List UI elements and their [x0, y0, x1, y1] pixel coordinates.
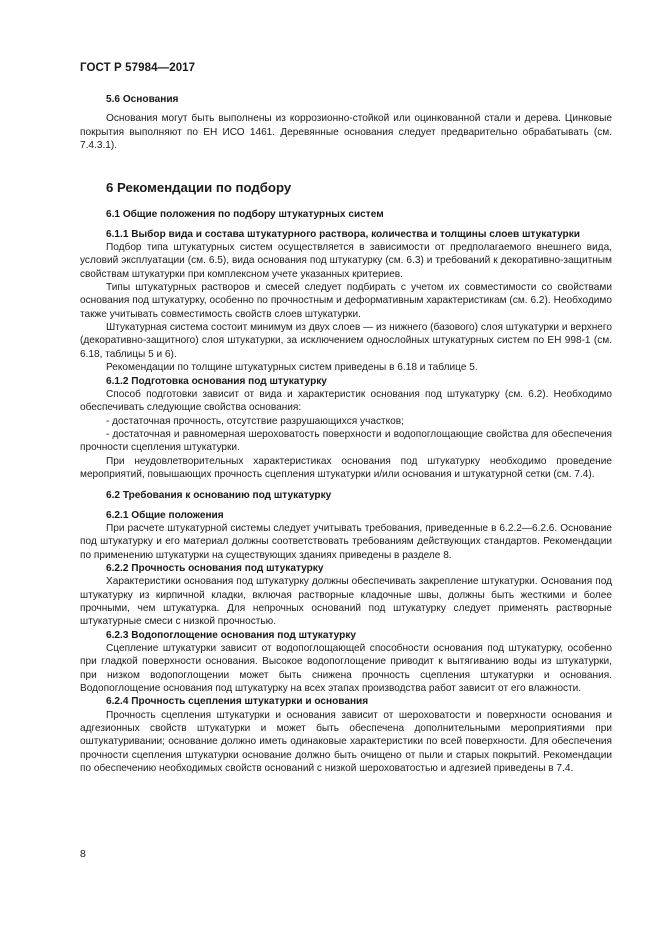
document-header-title: ГОСТ Р 57984—2017	[80, 62, 196, 74]
section-6-1-1-paragraph-4: Рекомендации по толщине штукатурных систем приведены в 6.18 и таблице 5.	[106, 362, 478, 374]
section-5-6-paragraph: Основания могут быть выполнены из коррозионно-стойкой или оцинкованной стали и дерева. Цинковые покрытия выполняют по ЕН ИСО 1461. Деревянные основания следует предварительно обрабатывать (см. 7.4.3.1).	[80, 113, 612, 152]
section-6-2-1-paragraph: При расчете штукатурной системы следует учитывать требования, приведенные в 6.2.2—6.2.6. Основание под штукатурку и его материал должны соответствовать требованиям действующих стандартов. Рекомендации по применению штукатурки на существующих зданиях приведены в разделе 8.	[80, 522, 612, 561]
section-6-1-heading: 6.1 Общие положения по подбору штукатурных систем	[106, 209, 384, 221]
page-number: 8	[80, 848, 86, 860]
section-6-1-2-list-item-2: - достаточная и равномерная шероховатость поверхности и водопоглощающие свойства для обеспечения прочности сцепления штукатурки.	[80, 428, 612, 454]
section-6-2-2-paragraph: Характеристики основания под штукатурку должны обеспечивать закрепление штукатурки. Основания под штукатурку из кирпичной кладки, включая растворные кладочные швы, должны быть жесткими и более прочными, чем штукатурка. Для непрочных оснований под штукатурку следует применять растворные штукатурные смеси с низкой прочностью.	[80, 576, 612, 628]
section-6-heading: 6 Рекомендации по подбору	[106, 180, 292, 196]
section-6-2-4-paragraph: Прочность сцепления штукатурки и основания зависит от шероховатости и поверхности основания и адгезионных свойств штукатурки и может быть обеспечена дополнительными мероприятиями при оштукатуривании; основание должно иметь одинаковые характеристики по всей поверхности. Для обеспечения прочности сцепления штукатурки основание должно быть очищено от пыли и старых покрытий. Рекомендации по обеспечению необходимых свойств оснований с низкой шероховатостью и адгезией приведены в 7.4.	[80, 709, 612, 775]
section-6-1-2-paragraph-2: При неудовлетворительных характеристиках основания под штукатурку необходимо проведение мероприятий, повышающих прочность сцепления штукатурки и/или основания и штукатурной сетки (см. 7.4).	[80, 455, 612, 480]
section-6-1-1-heading: 6.1.1 Выбор вида и состава штукатурного раствора, количества и толщины слоев штукатурки	[106, 228, 580, 240]
section-5-6-heading: 5.6 Основания	[106, 94, 179, 105]
section-6-1-2-paragraph-1: Способ подготовки зависит от вида и характеристик основания под штукатурку (см. 6.2). Необходимо обеспечивать следующие свойства основания:	[80, 388, 612, 414]
section-6-1-1-paragraph-3: Штукатурная система состоит минимум из двух слоев — из нижнего (базового) слоя штукатурки и верхнего (декоративно-защитного) слоя штукатурки, за исключением однослойных штукатурных систем по ЕН 998-1 (см. 6.18, таблицы 5 и 6).	[80, 322, 612, 360]
section-6-2-2-heading: 6.2.2 Прочность основания под штукатурку	[106, 562, 324, 574]
section-6-2-heading: 6.2 Требования к основанию под штукатурку	[106, 490, 332, 502]
section-6-1-1-paragraph-2: Типы штукатурных растворов и смесей следует подбирать с учетом их совместимости со свойствами основания под штукатурку, особенно по прочностным и деформативным характеристикам (см. 6.2). Необходимо также учитывать совместимость свойств слоев штукатурки.	[80, 282, 612, 320]
section-6-1-2-list-item-1: - достаточная прочность, отсутствие разрушающихся участков;	[106, 415, 404, 427]
section-6-1-1-paragraph-1: Подбор типа штукатурных систем осуществляется в зависимости от предполагаемого внешнего вида, условий эксплуатации (см. 6.5), вида основания под штукатурку (см. 6.3) и требований к декоративно-защитным свойствам штукатурки при комплексном учете указанных критериев.	[80, 242, 612, 280]
section-6-2-1-heading: 6.2.1 Общие положения	[106, 509, 224, 521]
section-6-1-2-heading: 6.1.2 Подготовка основания под штукатурку	[106, 375, 327, 387]
document-body	[80, 93, 612, 775]
section-6-2-4-heading: 6.2.4 Прочность сцепления штукатурки и основания	[106, 696, 369, 708]
section-6-2-3-heading: 6.2.3 Водопоглощение основания под штукатурку	[106, 629, 356, 641]
section-6-2-3-paragraph: Сцепление штукатурки зависит от водопоглощающей способности основания под штукатурку, особенно при гладкой поверхности основания. Высокое водопоглощение приводит к вытягиванию воды из штукатурки, при низком водопоглощении может быть снижена прочность сцепления штукатурки и основания. Водопоглощение основания под штукатурку на всех этапах производства работ зависит от его влажности.	[80, 643, 612, 695]
